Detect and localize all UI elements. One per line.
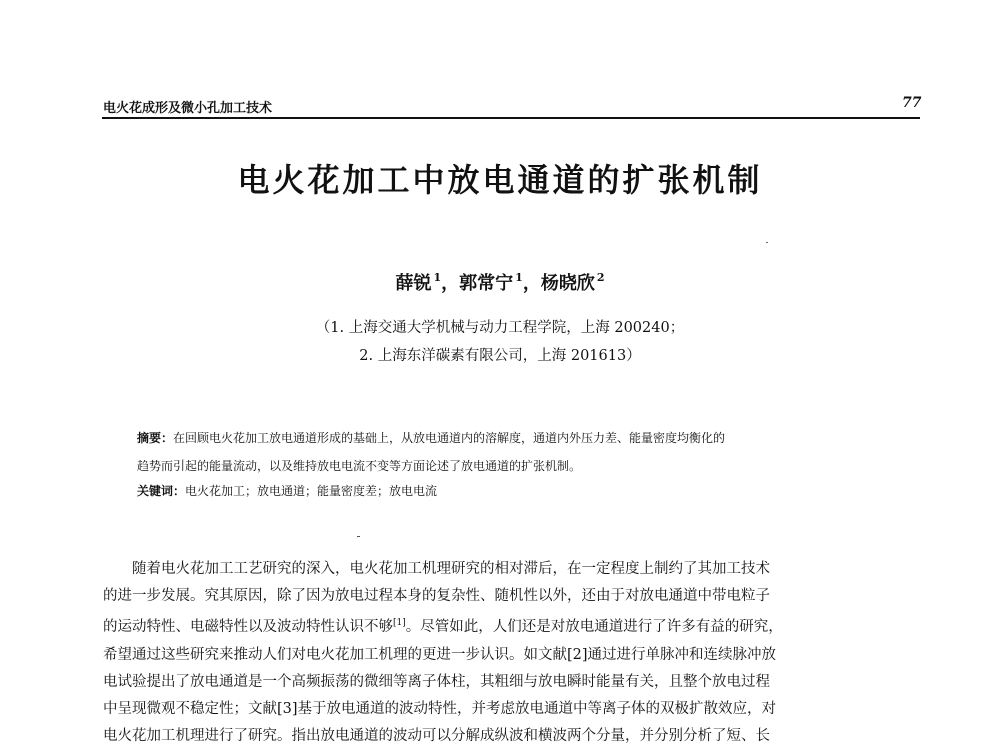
author-affiliation-mark: 1 bbox=[433, 271, 442, 284]
body-line: 希望通过这些研究来推动人们对电火花加工机理的更进一步认识。如文献[2]通过进行单脉冲和连续脉冲放 bbox=[103, 646, 777, 663]
affiliation-line: （1. 上海交通大学机械与动力工程学院，上海 200240； bbox=[315, 320, 685, 336]
abstract-line bbox=[137, 424, 867, 452]
author-affiliation-mark: 1 bbox=[515, 271, 523, 284]
abstract-text: 在回顾电火花加工放电通道形成的基础上，从放电通道内的溶解度，通道内外压力差、能量密度均衡化的 bbox=[173, 431, 726, 445]
body-line: 的进一步发展。究其原因，除了因为放电过程本身的复杂性、随机性以外，还由于对放电通道中带电粒子 bbox=[103, 588, 770, 605]
author-name: 薛锐 bbox=[395, 273, 432, 294]
body-text: 。尽管如此，人们还是对放电通道进行了许多有益的研究， bbox=[405, 619, 783, 636]
keywords-text: 电火花加工；放电通道；能量密度差；放电电流 bbox=[185, 484, 438, 498]
body-line: 随着电火花加工工艺研究的深入，电火花加工机理研究的相对滞后，在一定程度上制约了其加工技术 bbox=[132, 561, 770, 577]
body-line: 电试验提出了放电通道是一个高频振荡的微细等离子体柱，其粗细与放电瞬时能量有关，且整个放电过程 bbox=[103, 673, 770, 690]
paper-title: 电火花加工中放电通道的扩张机制 bbox=[237, 161, 763, 199]
author-name: 杨晓欣 bbox=[540, 273, 595, 294]
keywords-label: 关键词： bbox=[137, 484, 186, 498]
author-affiliation-mark: 2 bbox=[596, 271, 605, 284]
author-separator: ， bbox=[441, 273, 460, 294]
citation-ref: [1] bbox=[393, 618, 406, 629]
author-separator: ， bbox=[522, 273, 541, 294]
body-line bbox=[103, 610, 921, 641]
scan-speck bbox=[357, 536, 360, 537]
abstract bbox=[137, 424, 867, 480]
journal-section-title: 电火花成形及微小孔加工技术 bbox=[103, 101, 273, 116]
abstract-label: 摘要： bbox=[137, 431, 174, 445]
header-rule bbox=[102, 117, 920, 119]
abstract-line: 趋势而引起的能量流动，以及维持放电电流不变等方面论述了放电通道的扩张机制。 bbox=[137, 459, 582, 473]
page-number: 77 bbox=[902, 95, 922, 111]
author-list bbox=[0, 269, 1000, 295]
body-text: 的运动特性、电磁特性以及波动特性认识不够 bbox=[103, 619, 393, 636]
keywords bbox=[137, 482, 437, 499]
body-line: 中呈现微观不稳定性；文献[3]基于放电通道的波动特性，并考虑放电通道中等离子体的双极扩散效应，对 bbox=[103, 701, 777, 718]
body-paragraph bbox=[103, 556, 921, 750]
affiliation-line: 2. 上海东洋碳素有限公司，上海 201613） bbox=[359, 348, 641, 364]
body-line: 电火花加工机理进行了研究。指出放电通道的波动可以分解成纵波和横波两个分量，并分别分析了短、长 bbox=[103, 728, 770, 745]
scan-speck bbox=[766, 242, 768, 243]
author-name: 郭常宁 bbox=[459, 273, 514, 294]
